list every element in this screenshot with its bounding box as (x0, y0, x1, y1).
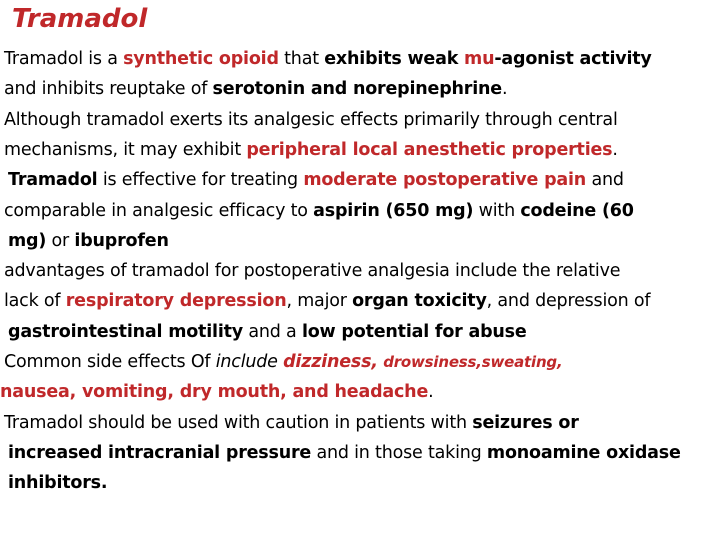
text-segment: nausea, vomiting, dry mouth, and headache (0, 382, 429, 403)
text-segment: . (612, 139, 618, 160)
text-line (4, 347, 562, 377)
text-segment: Tramadol (8, 170, 98, 191)
text-segment: Tramadol should be used with caution in patients with (4, 412, 473, 433)
text-line (4, 74, 507, 104)
text-segment: serotonin and norepinephrine (212, 79, 502, 100)
text-segment: dizziness, (283, 352, 378, 372)
text-segment: Common side effects Of (4, 352, 216, 372)
text-line (8, 165, 624, 195)
text-line (4, 196, 634, 226)
slide-title: Tramadol (12, 4, 148, 34)
text-segment: codeine (60 (520, 200, 634, 221)
text-segment: seizures or (472, 412, 579, 433)
text-segment: that (278, 49, 325, 69)
text-segment: increased intracranial pressure (8, 442, 312, 463)
text-segment: respiratory depression (65, 291, 287, 312)
text-segment: and (586, 170, 624, 191)
text-line (4, 286, 650, 316)
text-segment: . (428, 382, 434, 403)
text-segment: -agonist activity (494, 49, 652, 69)
text-line (8, 226, 169, 256)
text-segment: or (46, 230, 75, 251)
text-line (4, 256, 620, 286)
text-segment: inhibitors. (8, 473, 108, 494)
text-line (8, 317, 527, 347)
text-segment: mg) (8, 230, 47, 251)
text-segment: is effective for treating (97, 170, 304, 191)
text-segment: with (473, 200, 521, 221)
text-segment: and a (243, 321, 302, 342)
text-line (4, 135, 618, 165)
text-segment: aspirin (650 mg) (313, 200, 474, 221)
text-segment: low potential for abuse (301, 321, 527, 342)
text-segment: comparable in analgesic efficacy to (4, 200, 314, 221)
text-segment: , major (286, 291, 353, 312)
text-segment: gastrointestinal motility (8, 321, 243, 342)
text-segment: and inhibits reuptake of (4, 79, 213, 100)
text-segment: organ toxicity (352, 291, 487, 312)
text-segment: Tramadol is a (4, 49, 124, 69)
text-segment: advantages of tramadol for postoperative analgesia include the relative (4, 261, 621, 282)
text-segment: . (501, 79, 508, 100)
text-segment: synthetic opioid (123, 49, 279, 69)
text-segment: drowsiness,sweating, (383, 353, 563, 371)
text-segment: lack of (4, 291, 66, 312)
text-segment: peripheral local anesthetic properties (246, 139, 613, 160)
text-segment: Although tramadol exerts its analgesic effects primarily through central (4, 109, 618, 130)
text-segment: mu (464, 49, 495, 69)
text-segment: exhibits weak (324, 49, 465, 69)
text-segment: , and depression of (486, 291, 651, 312)
text-segment: and in those taking (311, 442, 487, 463)
text-line (4, 408, 579, 438)
text-segment: include (215, 352, 278, 372)
text-line (4, 44, 652, 74)
text-line (4, 105, 618, 135)
text-line (0, 377, 434, 407)
text-line (8, 468, 107, 498)
text-segment: mechanisms, it may exhibit (4, 139, 247, 160)
text-segment: ibuprofen (74, 230, 169, 251)
text-segment: monoamine oxidase (486, 442, 681, 463)
text-line (8, 438, 681, 468)
text-segment: moderate postoperative pain (303, 170, 587, 191)
